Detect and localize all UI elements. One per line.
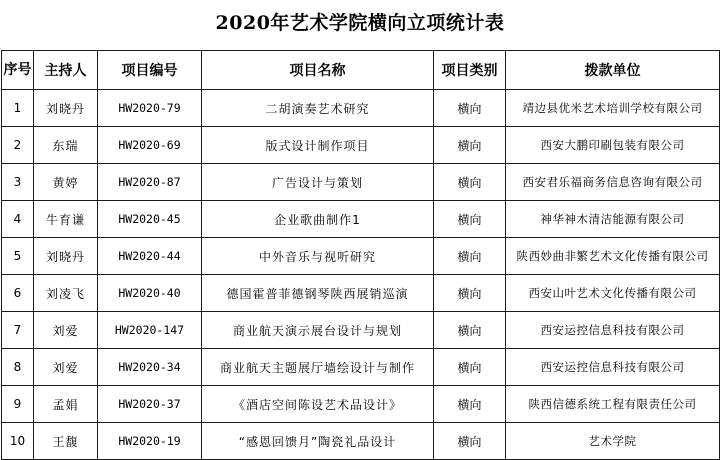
cell-seq: 6 bbox=[2, 275, 34, 312]
cell-host: 牛育谦 bbox=[34, 201, 98, 238]
cell-funder: 西安大鹏印刷包装有限公司 bbox=[506, 127, 720, 164]
table-row bbox=[2, 238, 720, 275]
cell-code: HW2020-45 bbox=[98, 201, 202, 238]
cell-funder: 西安运控信息科技有限公司 bbox=[506, 349, 720, 386]
cell-code: HW2020-19 bbox=[98, 423, 202, 460]
table-header-row bbox=[2, 51, 720, 90]
cell-seq: 5 bbox=[2, 238, 34, 275]
cell-funder: 西安山叶艺术文化传播有限公司 bbox=[506, 275, 720, 312]
table-row bbox=[2, 423, 720, 460]
cell-code: HW2020-147 bbox=[98, 312, 202, 349]
cell-funder: 艺术学院 bbox=[506, 423, 720, 460]
cell-category: 横向 bbox=[434, 312, 506, 349]
cell-code: HW2020-79 bbox=[98, 90, 202, 127]
cell-code: HW2020-37 bbox=[98, 386, 202, 423]
cell-funder: 陕西妙曲非繁艺术文化传播有限公司 bbox=[506, 238, 720, 275]
cell-seq: 1 bbox=[2, 90, 34, 127]
cell-category: 横向 bbox=[434, 275, 506, 312]
cell-seq: 3 bbox=[2, 164, 34, 201]
table-row bbox=[2, 386, 720, 423]
table-row bbox=[2, 349, 720, 386]
cell-project-name: 二胡演奏艺术研究 bbox=[202, 90, 434, 127]
header-name: 项目名称 bbox=[202, 51, 434, 90]
cell-code: HW2020-40 bbox=[98, 275, 202, 312]
header-category: 项目类别 bbox=[434, 51, 506, 90]
cell-project-name: 企业歌曲制作1 bbox=[202, 201, 434, 238]
cell-project-name: “感恩回馈月”陶瓷礼品设计 bbox=[202, 423, 434, 460]
cell-seq: 8 bbox=[2, 349, 34, 386]
cell-seq: 7 bbox=[2, 312, 34, 349]
cell-project-name: 《酒店空间陈设艺术品设计》 bbox=[202, 386, 434, 423]
table-row bbox=[2, 127, 720, 164]
cell-category: 横向 bbox=[434, 238, 506, 275]
cell-category: 横向 bbox=[434, 423, 506, 460]
cell-host: 刘凌飞 bbox=[34, 275, 98, 312]
cell-funder: 西安君乐福商务信息咨询有限公司 bbox=[506, 164, 720, 201]
table-body bbox=[2, 90, 720, 460]
cell-funder: 陕西信德系统工程有限责任公司 bbox=[506, 386, 720, 423]
table-title: 2020年艺术学院横向立项统计表 bbox=[215, 12, 505, 34]
table-row bbox=[2, 312, 720, 349]
cell-category: 横向 bbox=[434, 164, 506, 201]
cell-project-name: 商业航天演示展台设计与规划 bbox=[202, 312, 434, 349]
cell-project-name: 广告设计与策划 bbox=[202, 164, 434, 201]
table-row bbox=[2, 201, 720, 238]
cell-seq: 2 bbox=[2, 127, 34, 164]
header-funder: 拨款单位 bbox=[506, 51, 720, 90]
cell-category: 横向 bbox=[434, 90, 506, 127]
cell-seq: 4 bbox=[2, 201, 34, 238]
project-table bbox=[1, 50, 720, 460]
cell-code: HW2020-87 bbox=[98, 164, 202, 201]
cell-host: 东瑞 bbox=[34, 127, 98, 164]
cell-code: HW2020-69 bbox=[98, 127, 202, 164]
cell-project-name: 商业航天主题展厅墙绘设计与制作 bbox=[202, 349, 434, 386]
table-row bbox=[2, 164, 720, 201]
cell-host: 刘爱 bbox=[34, 349, 98, 386]
cell-project-name: 德国霍普菲德钢琴陕西展销巡演 bbox=[202, 275, 434, 312]
cell-funder: 神华神木清洁能源有限公司 bbox=[506, 201, 720, 238]
header-host: 主持人 bbox=[34, 51, 98, 90]
cell-code: HW2020-44 bbox=[98, 238, 202, 275]
cell-project-name: 中外音乐与视听研究 bbox=[202, 238, 434, 275]
table-row bbox=[2, 275, 720, 312]
header-seq: 序号 bbox=[2, 51, 34, 90]
table-row bbox=[2, 90, 720, 127]
cell-host: 刘晓丹 bbox=[34, 238, 98, 275]
cell-project-name: 版式设计制作项目 bbox=[202, 127, 434, 164]
cell-seq: 9 bbox=[2, 386, 34, 423]
cell-host: 黄婷 bbox=[34, 164, 98, 201]
cell-host: 刘爱 bbox=[34, 312, 98, 349]
cell-funder: 西安运控信息科技有限公司 bbox=[506, 312, 720, 349]
header-code: 项目编号 bbox=[98, 51, 202, 90]
cell-category: 横向 bbox=[434, 201, 506, 238]
cell-host: 刘晓丹 bbox=[34, 90, 98, 127]
cell-host: 王馥 bbox=[34, 423, 98, 460]
cell-code: HW2020-34 bbox=[98, 349, 202, 386]
cell-seq: 10 bbox=[2, 423, 34, 460]
cell-funder: 靖边县优米艺术培训学校有限公司 bbox=[506, 90, 720, 127]
cell-category: 横向 bbox=[434, 127, 506, 164]
cell-host: 孟娟 bbox=[34, 386, 98, 423]
cell-category: 横向 bbox=[434, 386, 506, 423]
cell-category: 横向 bbox=[434, 349, 506, 386]
